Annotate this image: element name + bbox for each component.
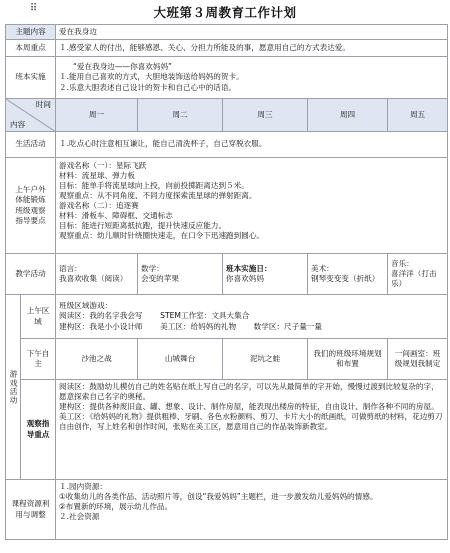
theme-label: 主题内容 xyxy=(6,25,56,40)
theme-row xyxy=(6,25,448,40)
outdoor-line: 目标：能单手将流星球向上投，向前投掷距离达到５米。 xyxy=(59,181,249,191)
time-content-corner-cell xyxy=(6,99,56,132)
life-row xyxy=(6,132,448,158)
teaching-item-wed: 班本实施日： 你喜欢妈妈 xyxy=(223,254,308,295)
schedule-header-row xyxy=(6,99,448,132)
day-header-fri: 周五 xyxy=(388,99,448,132)
resources-content: １.园内资源： ①收集幼儿的各类作品、活动照片等，创设“我爱妈妈”主题栏，进一步激发幼儿爱妈妈的情感。 ②布置新的环境，展示幼儿作品。 ２.社会资源 xyxy=(56,480,448,540)
class-practice-row xyxy=(6,57,448,99)
day-header-tue: 周二 xyxy=(138,99,223,132)
free-play-label: 下午自主 xyxy=(21,339,56,380)
teaching-item-thu: 美术： 钢琴变变变（折纸） xyxy=(308,254,388,295)
focus-label: 本周重点 xyxy=(6,40,56,57)
guidance-row xyxy=(6,380,448,480)
teaching-item-tue: 数学： 会变的苹果 xyxy=(138,254,223,295)
day-header-thu: 周四 xyxy=(308,99,388,132)
area-games-label: 上午区域 xyxy=(21,295,56,339)
area-games-content: 班级区域游戏： 阅读区：我的名字我会写 STEM工作室：文具大集合 建构区：我是小小设计师 美工区：给妈妈的礼物 数学区：尺子量一量 xyxy=(56,295,448,339)
teaching-label: 教学活动 xyxy=(6,254,56,295)
free-play-item: 我们的班级环境规划和布置 xyxy=(308,339,388,380)
resources-row xyxy=(6,480,448,540)
free-play-item: 山城舞台 xyxy=(138,339,223,380)
class-practice-line: “爱在我身边——你喜欢妈妈” xyxy=(73,62,172,72)
games-label: 游戏活动 xyxy=(9,369,18,405)
outdoor-line: 观察重点：幼儿顺时针绕圈快速走，在口令下迅速跑到圆心。 xyxy=(59,231,265,241)
free-play-item: 沙池之战 xyxy=(56,339,138,380)
life-label: 生活活动 xyxy=(6,132,56,158)
guidance-label: 观察指导重点 xyxy=(21,380,56,480)
day-header-mon: 周一 xyxy=(56,99,138,132)
class-practice-line: １.能用自己喜欢的方式，大胆地装饰送给妈妈的贺卡。 xyxy=(59,72,244,82)
class-practice-line: ２.乐意大胆表述自己设计的贺卡和自己心中的话语。 xyxy=(59,82,237,92)
theme-value: 爱在我身边 xyxy=(56,25,448,40)
outdoor-line: 材料：滑板车、障碍框、交通标志 xyxy=(59,211,173,221)
focus-row xyxy=(6,40,448,57)
class-practice-content xyxy=(56,57,448,99)
outdoor-line: 游戏名称（二）：追逐赛 xyxy=(59,201,139,211)
outdoor-line: 游戏名称（一）：星际飞跃 xyxy=(59,161,147,170)
games-label-cell xyxy=(6,295,21,480)
day-header-wed: 周三 xyxy=(223,99,308,132)
teaching-item-mon: 语言： 我喜欢收集（阅读） xyxy=(56,254,138,295)
teaching-item-fri: 音乐： 喜洋洋（打击乐） xyxy=(388,254,448,295)
outdoor-row xyxy=(6,158,448,254)
free-play-item: 泥坑之蛙 xyxy=(223,339,308,380)
outdoor-line: 材料：流星球、弹力板 xyxy=(59,171,135,181)
outdoor-content xyxy=(56,158,448,254)
outdoor-line: 目标：能进行短距离抵抗跑，提升快速反应能力。 xyxy=(59,221,227,231)
time-header: 时间 xyxy=(35,100,51,109)
life-value: １.吃点心时注意相互谦让，能自己清洗杯子，自己穿脱衣服。 xyxy=(56,132,448,158)
outdoor-line: 观察重点：从不同角度、不同力度探索流星球的弹射距离。 xyxy=(59,191,257,201)
free-play-row xyxy=(6,339,448,380)
area-games-row xyxy=(6,295,448,339)
page-title: 大班第３周教育工作计划 xyxy=(153,5,297,20)
class-practice-label: 班本实施 xyxy=(6,57,56,99)
teaching-row xyxy=(6,254,448,295)
free-play-item: 一间画室：班级规划我制定 xyxy=(388,339,448,380)
drag-handle-icon[interactable]: ⠿ xyxy=(29,3,38,14)
resources-label: 课程资源利用与调整 xyxy=(6,480,56,540)
content-header: 内容 xyxy=(10,119,26,129)
outdoor-label: 上午户外 体能锻炼 班级观察 指导要点 xyxy=(6,158,56,254)
weekly-plan-table xyxy=(5,24,448,540)
guidance-content: 阅读区：鼓励幼儿模仿自己的姓名贴在纸上写自己的名字，可以先从最简单的字开始，慢慢过渡到比较复杂的字，愿意探索自己名字的奥秘。 建构区：提供各种废旧盒、罐、想象、设计、制作房屋，能表现出楼房的特征，自由设计、制作各种不同的房屋。 美工区：《给妈妈的礼物》提供粗棒、牙刷、各色水粉颜料、剪刀、卡片大小的纸画纸，可做剪纸的材料，花边剪刀自由创作，写上姓名和创作时间，张贴在美工区，愿意用自己的作品装饰新教室。 xyxy=(56,380,448,480)
focus-value: １.感受家人的付出，能够感恩、关心、分担力所能及的事，愿意用自己的方式表达爱。 xyxy=(56,40,448,57)
